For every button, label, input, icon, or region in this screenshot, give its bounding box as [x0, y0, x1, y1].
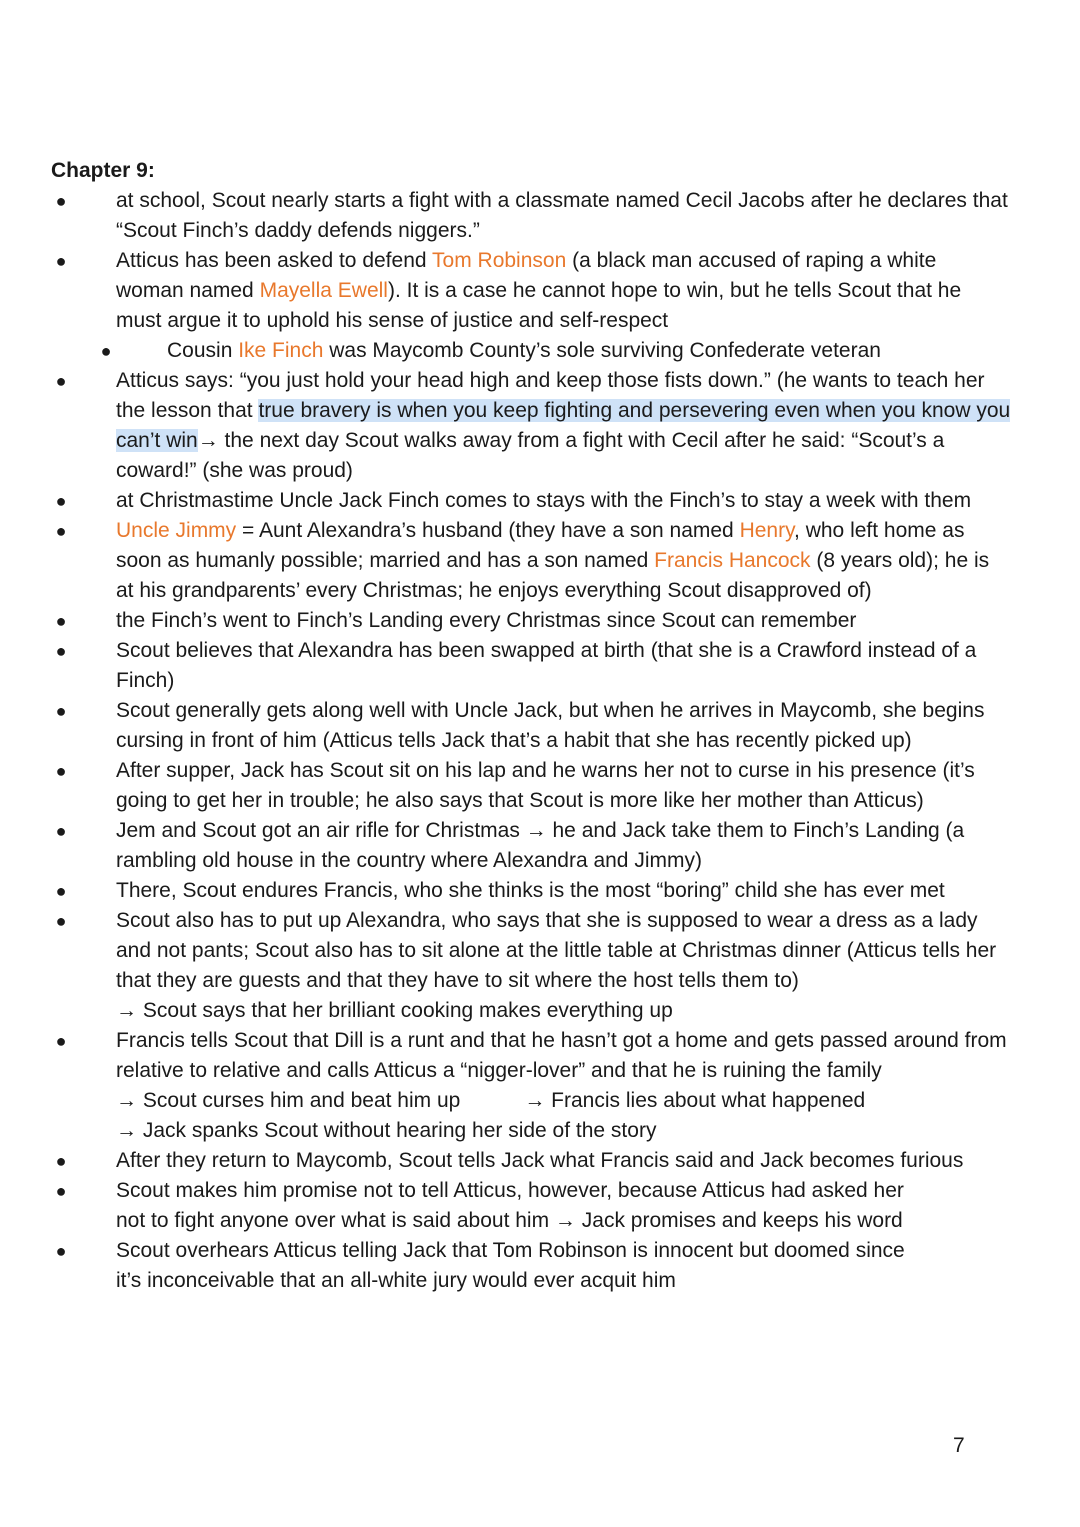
text-run: Atticus has been asked to defend [116, 249, 433, 272]
list-item [0, 1026, 1080, 1146]
character-name: Mayella Ewell [259, 279, 388, 302]
selected-text[interactable]: can’t win [116, 429, 198, 452]
item-line: → Jack spanks Scout without hearing her side of the story [116, 1119, 657, 1142]
bullet-icon: ● [55, 911, 67, 931]
text-run: (a black man accused of raping a white [566, 249, 937, 272]
bullet-icon: ● [55, 371, 67, 391]
character-name: Tom Robinson [432, 249, 567, 272]
item-line: not to fight anyone over what is said about him → Jack promises and keeps his word [116, 1209, 903, 1232]
list-item [0, 906, 1080, 1026]
item-line: rambling old house in the country where Alexandra and Jimmy) [116, 849, 702, 872]
item-line: going to get her in trouble; he also says that Scout is more like her mother than Atticus) [116, 789, 924, 812]
character-name: Uncle Jimmy [116, 519, 237, 542]
item-line: Francis tells Scout that Dill is a runt and that he hasn’t got a home and gets passed around from [116, 1029, 1007, 1052]
item-line: Atticus says: “you just hold your head high and keep those fists down.” (he wants to teach her [116, 369, 985, 392]
text-run: → Scout curses him and beat him up [116, 1089, 461, 1112]
list-item [0, 606, 1080, 636]
list-item [0, 486, 1080, 516]
item-line [116, 396, 1050, 426]
item-line: Finch) [116, 669, 175, 692]
bullet-icon: ● [55, 491, 67, 511]
item-line: at Christmastime Uncle Jack Finch comes to stays with the Finch’s to stay a week with them [116, 489, 972, 512]
item-line [116, 246, 1050, 276]
bullet-icon: ● [55, 1151, 67, 1171]
list-item [0, 1236, 1080, 1296]
list-item [0, 1146, 1080, 1176]
character-name: Henry [739, 519, 795, 542]
bullet-icon: ● [55, 641, 67, 661]
list-item [0, 756, 1080, 816]
bullet-icon: ● [55, 521, 67, 541]
list-item [0, 366, 1080, 486]
item-line: at his grandparents’ every Christmas; he enjoys everything Scout disapproved of) [116, 579, 872, 602]
item-line [116, 276, 1050, 306]
list-item [0, 186, 1080, 246]
item-line: Jem and Scout got an air rifle for Christmas → he and Jack take them to Finch’s Landing (a [116, 819, 965, 842]
item-line: that they are guests and that they have to sit where the host tells them to) [116, 969, 799, 992]
text-run: soon as humanly possible; married and has a son named [116, 549, 655, 572]
bullet-icon: ● [55, 1241, 67, 1261]
text-run: woman named [116, 279, 260, 302]
bullet-icon: ● [55, 881, 67, 901]
list-item [0, 816, 1080, 876]
item-line: the Finch’s went to Finch’s Landing every Christmas since Scout can remember [116, 609, 857, 632]
character-name: Francis Hancock [654, 549, 811, 572]
list-item [0, 246, 1080, 336]
bullet-icon: ● [55, 701, 67, 721]
list-item [0, 636, 1080, 696]
item-line [116, 426, 1050, 456]
bullet-icon: ● [55, 821, 67, 841]
item-line: Scout generally gets along well with Uncle Jack, but when he arrives in Maycomb, she begins [116, 699, 985, 722]
list-item [0, 1176, 1080, 1236]
text-run: = Aunt Alexandra’s husband (they have a son named [236, 519, 740, 542]
list-item [0, 696, 1080, 756]
text-run: was Maycomb County’s sole surviving Confederate veteran [323, 339, 881, 362]
text-run: → the next day Scout walks away from a fight with Cecil after he said: “Scout’s a [197, 429, 945, 452]
bullet-icon: ● [55, 761, 67, 781]
character-name: Ike Finch [238, 339, 324, 362]
bullet-icon: ● [55, 1031, 67, 1051]
page-number: 7 [953, 1434, 965, 1457]
item-line: After they return to Maycomb, Scout tells Jack what Francis said and Jack becomes furious [116, 1149, 964, 1172]
item-line: Scout overhears Atticus telling Jack that Tom Robinson is innocent but doomed since [116, 1239, 905, 1262]
item-line: must argue it to uphold his sense of justice and self-respect [116, 309, 669, 332]
text-run: ). It is a case he cannot hope to win, but he tells Scout that he [387, 279, 962, 302]
item-line: relative to relative and calls Atticus a “nigger-lover” and that he is ruining the family [116, 1059, 882, 1082]
item-line: “Scout Finch’s daddy defends niggers.” [116, 219, 480, 242]
selected-text[interactable]: true bravery is when you keep fighting and persevering even when you know you [258, 399, 1011, 422]
bullet-icon: ● [55, 191, 67, 211]
item-line: coward!” (she was proud) [116, 459, 353, 482]
item-line: There, Scout endures Francis, who she thinks is the most “boring” child she has ever met [116, 879, 945, 902]
item-line: → Scout says that her brilliant cooking makes everything up [116, 999, 673, 1022]
item-line: Scout believes that Alexandra has been swapped at birth (that she is a Crawford instead of a [116, 639, 977, 662]
item-line [116, 516, 1050, 546]
item-line: Scout makes him promise not to tell Atticus, however, because Atticus had asked her [116, 1179, 904, 1202]
chapter-title: Chapter 9: [51, 159, 155, 182]
text-run: → Francis lies about what happened [524, 1089, 866, 1112]
item-line: After supper, Jack has Scout sit on his lap and he warns her not to curse in his presence (it’s [116, 759, 975, 782]
notes-list [0, 186, 1080, 1296]
sub-list-item [0, 336, 1080, 366]
bullet-icon: ● [55, 611, 67, 631]
item-line [167, 336, 1050, 366]
item-line: at school, Scout nearly starts a fight with a classmate named Cecil Jacobs after he declares that [116, 189, 1008, 212]
item-line [116, 546, 1050, 576]
item-line: it’s inconceivable that an all-white jury would ever acquit him [116, 1269, 676, 1292]
text-run: the lesson that [116, 399, 259, 422]
list-item [0, 876, 1080, 906]
text-run: Cousin [167, 339, 239, 362]
item-line [116, 1086, 1050, 1116]
item-line: and not pants; Scout also has to sit alone at the little table at Christmas dinner (Atticus tells her [116, 939, 997, 962]
item-line: cursing in front of him (Atticus tells Jack that’s a habit that she has recently picked up) [116, 729, 912, 752]
text-run: (8 years old); he is [810, 549, 990, 572]
bullet-icon: ● [55, 1181, 67, 1201]
list-item [0, 516, 1080, 606]
item-line: Scout also has to put up Alexandra, who says that she is supposed to wear a dress as a lady [116, 909, 978, 932]
bullet-icon: ● [100, 341, 112, 361]
bullet-icon: ● [55, 251, 67, 271]
text-run: , who left home as [794, 519, 965, 542]
